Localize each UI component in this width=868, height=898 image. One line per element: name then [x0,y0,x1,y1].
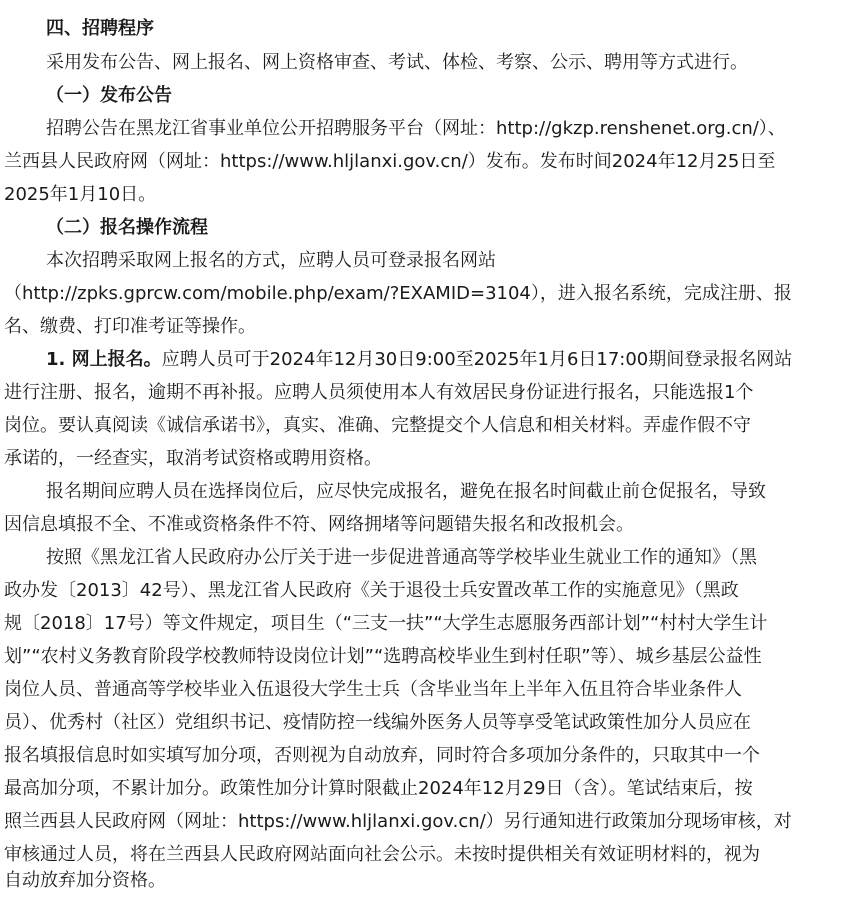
bonus-line: 审核通过人员，将在兰西县人民政府网站面向社会公示。未按时提供相关有效证明材料的，视为 [4,844,760,865]
bonus-line: 报名填报信息时如实填写加分项，否则视为自动放弃，同时符合多项加分条件的，只取其中一个 [4,745,760,766]
registration-line: 本次招聘采取网上报名的方式，应聘人员可登录报名网站 [46,250,496,271]
bonus-line: 最高加分项，不累计加分。政策性加分计算时限截止2024年12月29日（含）。笔试结束后，按 [4,778,753,799]
announcement-line: 兰西县人民政府网（网址：https://www.hljlanxi.gov.cn/）发布。发布时间2024年12月25日至 [4,151,776,172]
step1-line: 进行注册、报名，逾期不再补报。应聘人员须使用本人有效居民身份证进行报名，只能选报1个 [4,382,754,403]
bonus-line: 照兰西县人民政府网（网址：https://www.hljlanxi.gov.cn/）另行通知进行政策加分现场审核，对 [4,811,792,832]
announcement-line: 招聘公告在黑龙江省事业单位公开招聘服务平台（网址：http://gkzp.renshenet.org.cn/）、 [46,118,786,139]
step1-line: 承诺的，一经查实，取消考试资格或聘用资格。 [4,448,382,469]
bonus-line: 自动放弃加分资格。 [4,870,166,891]
announcement-line: 2025年1月10日。 [4,184,157,205]
step1-label: 1. 网上报名。 [46,349,162,370]
warning-line: 报名期间应聘人员在选择岗位后，应尽快完成报名，避免在报名时间截止前仓促报名，导致 [46,481,766,502]
registration-line: 名、缴费、打印准考证等操作。 [4,316,256,337]
step1-line: 岗位。要认真阅读《诚信承诺书》，真实、准确、完整提交个人信息和相关材料。弄虚作假不守 [4,415,751,436]
section-title: 四、招聘程序 [46,18,154,39]
step1-text: 应聘人员可于2024年12月30日9:00至2025年1月6日17:00期间登录报名网站 [161,349,793,370]
intro-paragraph: 采用发布公告、网上报名、网上资格审查、考试、体检、考察、公示、聘用等方式进行。 [46,52,748,73]
bonus-line: 划”“农村义务教育阶段学校教师特设岗位计划”“选聘高校毕业生到村任职”等）、城乡基层公益性 [4,646,762,667]
step1-first-line [46,349,792,371]
registration-line: （http://zpks.gprcw.com/mobile.php/exam/?EXAMID=3104），进入报名系统，完成注册、报 [4,283,792,304]
subsection-title-registration: （二）报名操作流程 [46,217,208,238]
subsection-title-announcement: （一）发布公告 [46,85,172,106]
bonus-line: 岗位人员、普通高等学校毕业入伍退役大学生士兵（含毕业当年上半年入伍且符合毕业条件人 [4,679,742,700]
bonus-line: 规〔2018〕17号）等文件规定，项目生（“三支一扶”“大学生志愿服务西部计划”“村村大学生计 [4,613,768,634]
warning-line: 因信息填报不全、不准或资格条件不符、网络拥堵等问题错失报名和改报机会。 [4,514,634,535]
bonus-line: 政办发〔2013〕42号）、黑龙江省人民政府《关于退役士兵安置改革工作的实施意见》（黑政 [4,580,739,601]
bonus-line: 按照《黑龙江省人民政府办公厅关于进一步促进普通高等学校毕业生就业工作的通知》（黑 [46,547,757,568]
bonus-line: 员）、优秀村（社区）党组织书记、疫情防控一线编外医务人员等享受笔试政策性加分人员应在 [4,712,751,733]
